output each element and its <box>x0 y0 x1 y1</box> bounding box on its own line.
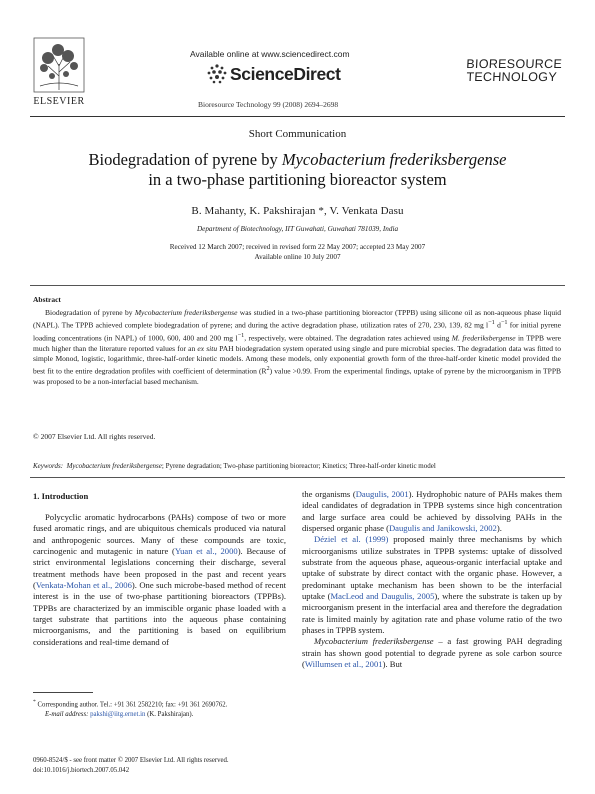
superscript: −1 <box>237 331 245 339</box>
sciencedirect-logo[interactable] <box>206 60 366 90</box>
publisher-name: ELSEVIER <box>33 96 85 107</box>
body-text: – a fast growing PAH degrading strain has shown good potential to degrade pyrene as sole carbon source ( <box>302 636 562 670</box>
citation-link[interactable]: Willumsen et al., 2001 <box>304 659 383 670</box>
body-text: ). But <box>382 659 403 670</box>
superscript: 2 <box>266 365 270 373</box>
body-text: the organisms ( <box>302 489 356 499</box>
section-heading-introduction: 1. Introduction <box>33 491 89 501</box>
intro-paragraph-1-cont <box>302 489 562 534</box>
keywords <box>33 462 561 470</box>
footnote-contact: Corresponding author. Tel.: +91 361 2582210; fax: +91 361 2690762. <box>35 701 228 709</box>
header-divider <box>30 116 565 117</box>
abstract-organism: M. frederiksbergense <box>451 333 516 343</box>
footnote-star: * <box>33 699 36 705</box>
abstract-copyright: © 2007 Elsevier Ltd. All rights reserved. <box>33 432 156 441</box>
article-dates <box>0 242 595 262</box>
citation-link[interactable]: Daugulis and Janikowski, 2002 <box>388 523 497 534</box>
journal-logo-line2: TECHNOLOGY <box>466 70 558 84</box>
superscript: −1 <box>488 319 495 327</box>
doi-line[interactable]: doi:10.1016/j.biortech.2007.05.042 <box>33 766 130 774</box>
abstract-text: Biodegradation of pyrene by <box>45 308 135 317</box>
article-bottom-info <box>33 756 229 775</box>
keywords-list: ; Pyrene degradation; Two-phase partitioning bioreactor; Kinetics; Three-half-order kinetic model <box>161 462 436 470</box>
sciencedirect-dots-icon <box>206 63 228 85</box>
email-link[interactable]: pakshi@iitg.ernet.in <box>90 710 146 718</box>
citation-link[interactable]: Déziel et al. (1999) <box>314 534 389 545</box>
abstract-text: d <box>494 320 501 330</box>
abstract-heading: Abstract <box>33 295 61 304</box>
keywords-divider <box>30 477 565 478</box>
body-text: ), where the substrate is taken up by microorganism present in the interfacial area and therefore the degradation rate is limited mainly by agitation rate and phase volume ratio of the two phases in TPPB system. <box>302 591 563 636</box>
email-label: E-mail address: <box>45 710 89 718</box>
intro-paragraph-2 <box>302 534 562 636</box>
article-type: Short Communication <box>248 128 347 140</box>
intro-paragraph-3 <box>302 636 562 670</box>
body-text: proposed mainly three mechanisms by which microorganisms utilize substrates in TPPB systems: uptake of dissolved substrate from the aqueous phase, aqueous-organic interfacial uptake and uptake of substrate by direct contact with the organic phase. However, a predominant uptake mechanism has been shown to be the interfacial uptake ( <box>302 534 562 602</box>
article-title <box>0 150 595 190</box>
issn-line: 0960-8524/$ - see front matter © 2007 Elsevier Ltd. All rights reserved. <box>33 757 229 764</box>
citation-link[interactable]: Daugulis, 2001 <box>355 489 409 499</box>
elsevier-logo <box>30 36 88 108</box>
right-column <box>302 489 562 671</box>
organism-name: Mycobacterium frederiksbergense <box>314 636 434 647</box>
abstract-italic-term: ex situ <box>197 343 218 353</box>
elsevier-tree-icon <box>30 36 88 94</box>
keywords-label: Keywords: <box>33 462 64 470</box>
corresponding-author-footnote <box>33 698 293 719</box>
abstract-top-divider <box>30 285 565 286</box>
footnote-divider <box>33 692 93 693</box>
body-text: ). One such microbe-based method of recent interest is in the use of two-phase partitioning bioreactors (TPPBs). TPPBs are characterized by an immiscible organic phase loaded with a target substrate that partitions into the aqueous phase containing microorganisms, and the partitioning is based on equilibrium considerations and real-time demand of <box>33 580 287 647</box>
abstract-text: , respectively, were obtained. The degradation rates achieved using <box>244 333 452 343</box>
abstract-text: was studied in a two-phase partitioning bioreactor (TPPB) using silicone oil as non-aqueous phase liquid (NAPL). The TPPB achieved complete biodegradation of pyrene; and during the active degradation phase, utilization rates of 270, 230, 139, 82 mg l <box>33 308 562 330</box>
abstract-text: for initial pyrene loading concentrations (in NAPL) of 1000, 600, 400 and 200 mg l <box>33 320 561 343</box>
title-organism: Mycobacterium frederiksbergense <box>281 150 507 169</box>
abstract-text: ) value >0.99. From the experimental findings, uptake of pyrene by the microorganism in TPPB was proposed to be a non-interfacial based mechanism. <box>33 366 561 386</box>
email-owner: (K. Pakshirajan). <box>145 710 194 718</box>
sciencedirect-wordmark: ScienceDirect <box>230 64 341 84</box>
journal-citation: Bioresource Technology 99 (2008) 2694–2698 <box>198 100 339 109</box>
received-dates: Received 12 March 2007; received in revised form 22 May 2007; accepted 23 May 2007 <box>169 243 426 251</box>
title-part1: Biodegradation of pyrene by <box>88 150 282 169</box>
keyword-organism: Mycobacterium frederiksbergense <box>66 462 162 470</box>
abstract-body <box>33 308 561 387</box>
abstract-text: in TPPB were much higher than the literature reported values for an <box>33 333 561 353</box>
citation-link[interactable]: Venkata-Mohan et al., 2006 <box>35 580 132 591</box>
title-line2: in a two-phase partitioning bioreactor system <box>148 170 447 189</box>
available-online-date: Available online 10 July 2007 <box>254 253 341 261</box>
authors: B. Mahanty, K. Pakshirajan *, V. Venkata Dasu <box>191 205 404 217</box>
journal-logo <box>465 57 563 84</box>
affiliation: Department of Biotechnology, IIT Guwahati, Guwahati 781039, India <box>196 225 399 233</box>
journal-logo-line1: BIORESOURCE <box>466 57 563 71</box>
body-text: ). <box>496 523 502 534</box>
available-online-text: Available online at www.sciencedirect.com <box>190 49 350 59</box>
abstract-organism: Mycobacterium frederiksbergense <box>134 308 238 317</box>
left-column <box>33 512 286 648</box>
abstract-text: PAH biodegradation system operated using single and pure microbial species. The degradation data was fitted to simple Monod, logistic, logarithmic, three-half-order kinetic models. Among these models, only exponential growth form of the three-half-order kinetic model provided the best fit to the entire degradation profiles with coefficient of determination (R <box>33 343 562 376</box>
intro-paragraph-1 <box>33 512 286 648</box>
body-text: Polycyclic aromatic hydrocarbons (PAHs) compose of two or more fused aromatic rings, and are ubiquitous chemicals produced via natural and anthropogenic sources. Many of these compounds are toxic, carcinogenic and mutagenic in nature ( <box>33 512 286 557</box>
citation-link[interactable]: Yuan et al., 2000 <box>174 546 238 557</box>
superscript: −1 <box>500 319 508 327</box>
citation-link[interactable]: MacLeod and Daugulis, 2005 <box>330 591 435 602</box>
body-text: ). Because of strict environmental legislations concerning their discharge, several treatment methods have been proposed in the past and recent years ( <box>33 546 286 591</box>
body-text: ). Hydrophobic nature of PAHs makes them ideal candidates of degradation in TPPB systems since high concentration and large surface area could be achieved by dissolving PAHs in the dispersed organic phase ( <box>302 489 563 534</box>
